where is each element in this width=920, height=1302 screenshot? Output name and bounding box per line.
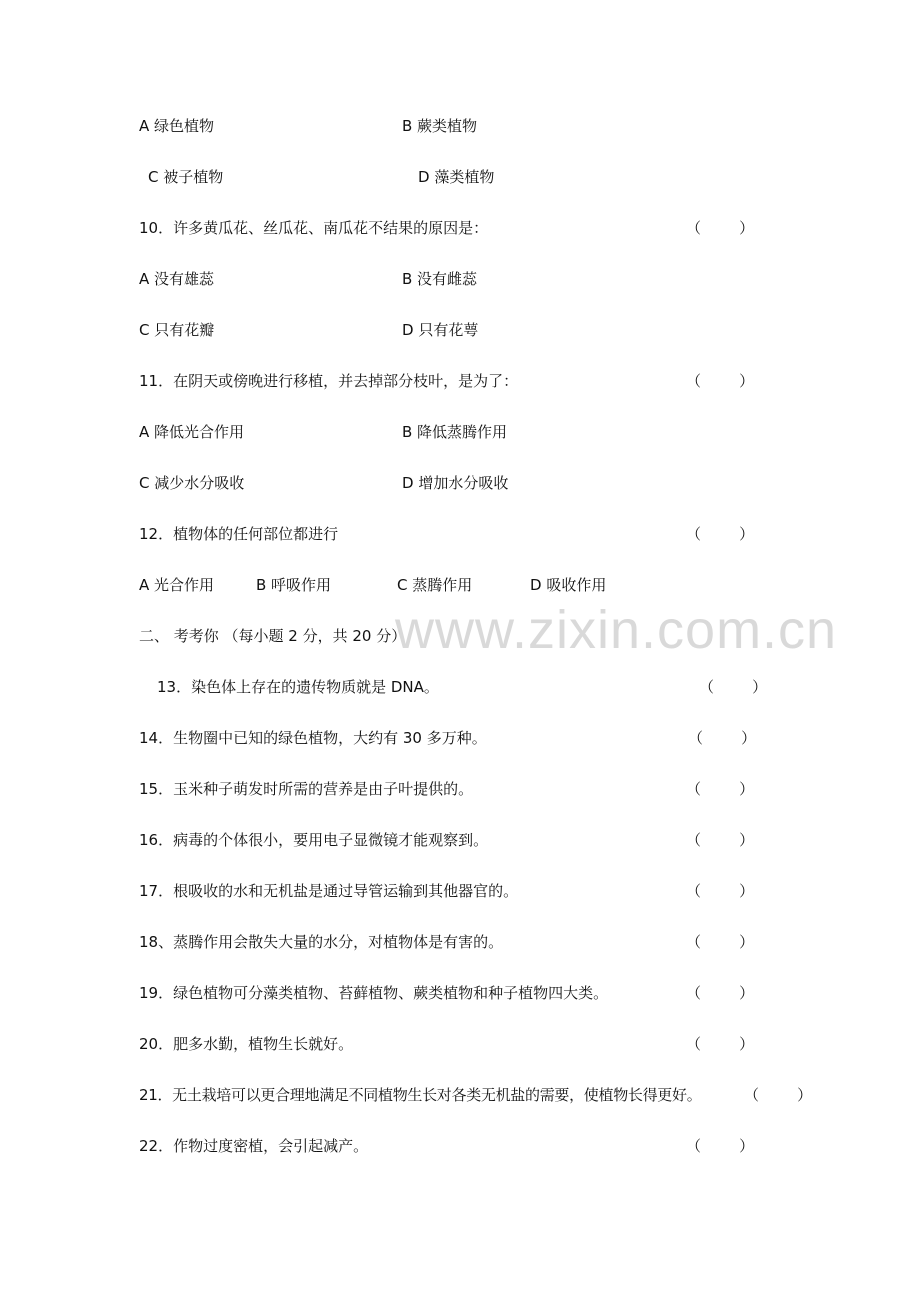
answer-blank-12[interactable]: （ ） — [686, 525, 755, 543]
question-18: 18、蒸腾作用会散失大量的水分，对植物体是有害的。 — [139, 933, 504, 951]
q9-option-d: D 藻类植物 — [418, 168, 495, 186]
answer-blank-11[interactable]: （ ） — [686, 372, 755, 390]
answer-blank-14[interactable]: （ ） — [688, 729, 757, 747]
question-19: 19．绿色植物可分藻类植物、苔藓植物、蕨类植物和种子植物四大类。 — [139, 984, 609, 1002]
question-10: 10．许多黄瓜花、丝瓜花、南瓜花不结果的原因是： — [139, 219, 489, 237]
q12-option-c: C 蒸腾作用 — [397, 576, 473, 594]
question-14: 14．生物圈中已知的绿色植物，大约有 30 多万种。 — [139, 729, 487, 747]
q10-option-d: D 只有花萼 — [402, 321, 479, 339]
answer-blank-10[interactable]: （ ） — [686, 219, 755, 237]
answer-blank-13[interactable]: （ ） — [699, 678, 768, 696]
question-22: 22．作物过度密植，会引起减产。 — [139, 1137, 369, 1155]
answer-blank-19[interactable]: （ ） — [686, 984, 755, 1002]
question-15: 15．玉米种子萌发时所需的营养是由子叶提供的。 — [139, 780, 474, 798]
q9-option-a: A 绿色植物 — [139, 117, 215, 135]
q10-option-a: A 没有雄蕊 — [139, 270, 215, 288]
q10-option-c: C 只有花瓣 — [139, 321, 215, 339]
answer-blank-22[interactable]: （ ） — [686, 1137, 755, 1155]
q12-option-a: A 光合作用 — [139, 576, 215, 594]
q11-option-b: B 降低蒸腾作用 — [402, 423, 508, 441]
q9-option-c: C 被子植物 — [148, 168, 224, 186]
answer-blank-18[interactable]: （ ） — [686, 933, 755, 951]
question-20: 20．肥多水勤，植物生长就好。 — [139, 1035, 354, 1053]
question-11: 11．在阴天或傍晚进行移植，并去掉部分枝叶，是为了： — [139, 372, 519, 390]
q12-option-b: B 呼吸作用 — [256, 576, 332, 594]
section-2-heading: 二、 考考你 （每小题 2 分，共 20 分） — [139, 627, 407, 645]
q9-option-b: B 蕨类植物 — [402, 117, 478, 135]
answer-blank-16[interactable]: （ ） — [686, 831, 755, 849]
question-13: 13．染色体上存在的遗传物质就是 DNA。 — [157, 678, 439, 696]
answer-blank-17[interactable]: （ ） — [686, 882, 755, 900]
answer-blank-21[interactable]: （ ） — [744, 1086, 813, 1104]
q10-option-b: B 没有雌蕊 — [402, 270, 478, 288]
question-21: 21．无土栽培可以更合理地满足不同植物生长对各类无机盐的需要，使植物长得更好。 — [139, 1086, 702, 1104]
watermark: www.zixin.com.cn — [395, 600, 838, 660]
answer-blank-15[interactable]: （ ） — [686, 780, 755, 798]
question-16: 16．病毒的个体很小，要用电子显微镜才能观察到。 — [139, 831, 489, 849]
q11-option-c: C 减少水分吸收 — [139, 474, 245, 492]
question-12: 12．植物体的任何部位都进行 — [139, 525, 339, 543]
q11-option-d: D 增加水分吸收 — [402, 474, 509, 492]
q12-option-d: D 吸收作用 — [530, 576, 607, 594]
question-17: 17．根吸收的水和无机盐是通过导管运输到其他器官的。 — [139, 882, 519, 900]
q11-option-a: A 降低光合作用 — [139, 423, 245, 441]
answer-blank-20[interactable]: （ ） — [686, 1035, 755, 1053]
